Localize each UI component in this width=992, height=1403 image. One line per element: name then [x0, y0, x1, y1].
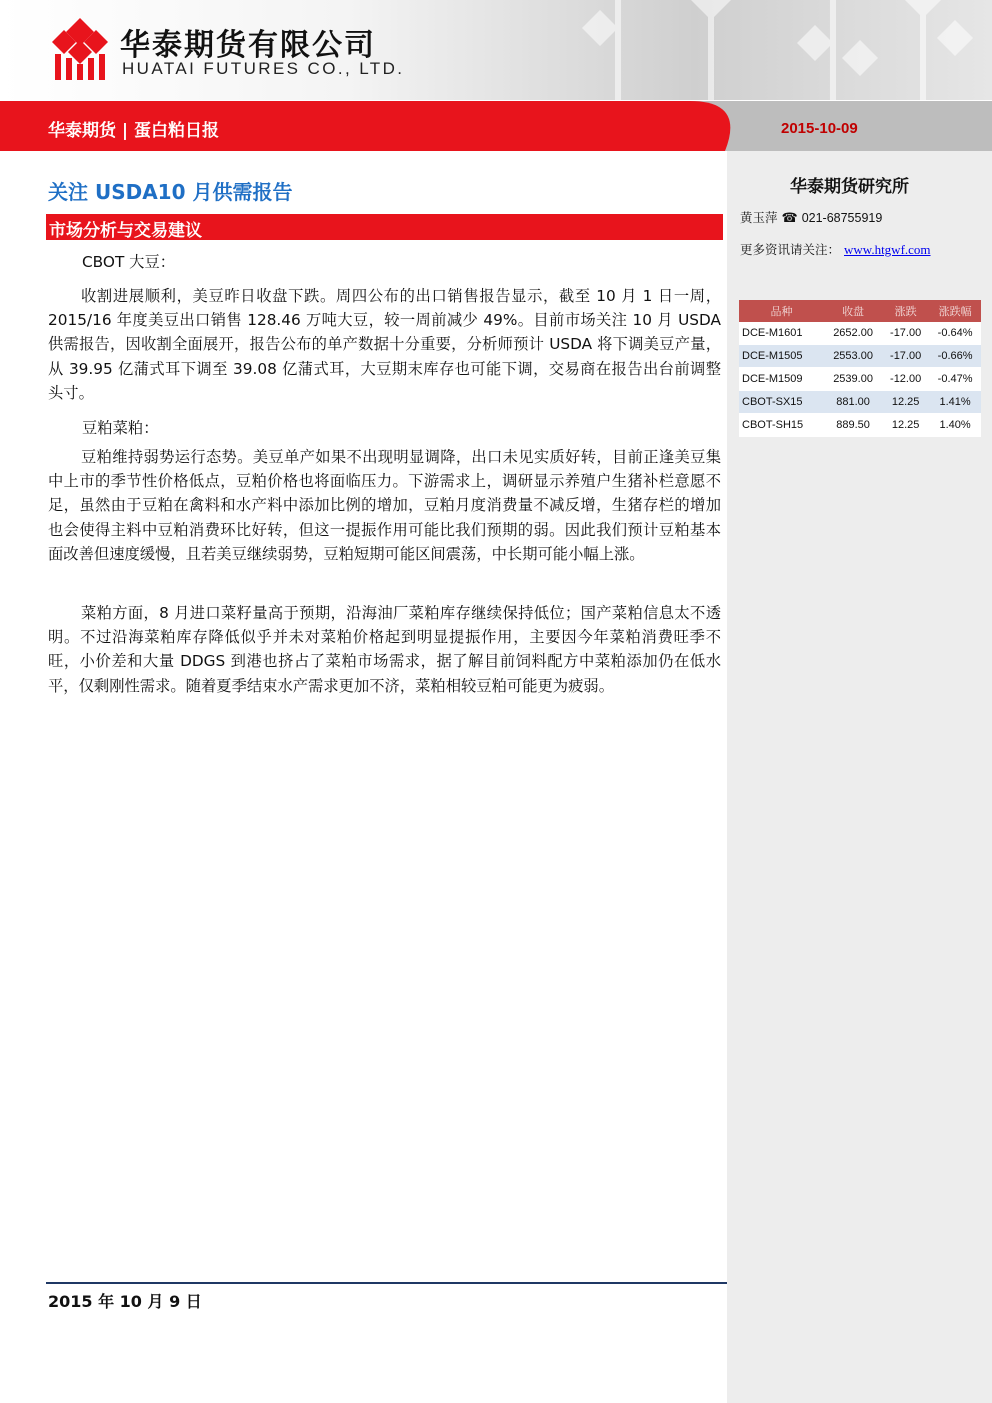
table-cell: 1.40% — [929, 414, 981, 437]
table-row — [739, 414, 981, 437]
table-cell: 12.25 — [882, 391, 929, 414]
table-cell: CBOT-SH15 — [739, 414, 824, 437]
company-name-cn: 华泰期货有限公司 — [120, 28, 376, 63]
report-series-title: 华泰期货 | 蛋白粕日报 — [48, 121, 220, 141]
footer-date: 2015 年 10 月 9 日 — [48, 1292, 202, 1311]
table-cell: 2553.00 — [824, 345, 882, 368]
subheading-meal: 豆粕菜粕： — [82, 419, 159, 437]
table-header: 涨跌 — [882, 300, 929, 322]
subheading-cbot-soybean: CBOT 大豆： — [82, 253, 176, 271]
decorative-pattern — [560, 0, 992, 100]
report-title: 关注 USDA10 月供需报告 — [48, 180, 293, 204]
table-header: 涨跌幅 — [929, 300, 981, 322]
page-header — [0, 0, 992, 100]
table-cell: 2652.00 — [824, 322, 882, 345]
table-cell: DCE-M1509 — [739, 368, 824, 391]
table-cell: 2539.00 — [824, 368, 882, 391]
report-date: 2015-10-09 — [781, 120, 858, 137]
table-header-row — [739, 300, 981, 322]
company-name-en: HUATAI FUTURES CO., LTD. — [122, 59, 405, 78]
paragraph-text: 收割进展顺利，美豆昨日收盘下跌。周四公布的出口销售报告显示，截至 10 月 1 日一周，2015/16 年度美豆出口销售 128.46 万吨大豆，较一周前减少 49%。目前市场关注 10 月 USDA 供需报告，因收割全面展开，报告公布的单产数据十分重要，分析师预计 USDA 将下调美豆产量，从 39.95 亿蒲式耳下调至 39.08 亿蒲式耳，大豆期末库存也可能下调，交易商在报告出台前调整头寸。 — [48, 287, 721, 402]
section-heading: 市场分析与交易建议 — [49, 221, 202, 241]
table-cell: -0.64% — [929, 322, 981, 345]
huatai-logo-icon — [52, 18, 108, 80]
table-cell: DCE-M1505 — [739, 345, 824, 368]
table-cell: -0.66% — [929, 345, 981, 368]
table-cell: -12.00 — [882, 368, 929, 391]
table-cell: 881.00 — [824, 391, 882, 414]
analyst-contact — [740, 208, 882, 226]
table-cell: -17.00 — [882, 345, 929, 368]
website-link[interactable]: www.htgwf.com — [844, 242, 931, 257]
table-row — [739, 368, 981, 391]
paragraph-text: 菜粕方面，8 月进口菜籽量高于预期，沿海油厂菜粕库存继续保持低位；国产菜粕信息太不透明。不过沿海菜粕库存降低似乎并未对菜粕价格起到明显提振作用，主要因今年菜粕消费旺季不旺，小价差和大量 DDGS 到港也挤占了菜粕市场需求，据了解目前饲料配方中菜粕添加仍在低水平，仅剩刚性需求。随着夏季结束水产需求更加不济，菜粕相较豆粕可能更为疲弱。 — [48, 604, 721, 695]
more-info — [740, 240, 931, 258]
more-info-label: 更多资讯请关注： — [740, 242, 841, 257]
paragraph-rapeseed-meal — [48, 601, 721, 698]
table-header: 品种 — [739, 300, 824, 322]
quote-table — [739, 300, 981, 437]
analyst-name: 黄玉萍 — [740, 210, 778, 225]
table-cell: CBOT-SX15 — [739, 391, 824, 414]
table-row — [739, 322, 981, 345]
paragraph-cbot — [48, 284, 721, 405]
paragraph-text: 豆粕维持弱势运行态势。美豆单产如果不出现明显调降，出口未见实质好转，目前正逢美豆集中上市的季节性价格低点，豆粕价格也将面临压力。下游需求上，调研显示养殖户生猪补栏意愿不足，虽然由于豆粕在禽料和水产料中添加比例的增加，豆粕月度消费量不减反增，生猪存栏的增加也会使得主料中豆粕消费环比好转，但这一提振作用可能比我们预期的弱。因此我们预计豆粕基本面改善但速度缓慢，且若美豆继续弱势，豆粕短期可能区间震荡，中长期可能小幅上涨。 — [48, 448, 721, 563]
table-row — [739, 391, 981, 414]
table-cell: DCE-M1601 — [739, 322, 824, 345]
table-cell: 12.25 — [882, 414, 929, 437]
table-cell: 889.50 — [824, 414, 882, 437]
table-cell: 1.41% — [929, 391, 981, 414]
footer-divider — [46, 1282, 727, 1284]
table-row — [739, 345, 981, 368]
phone-icon: ☎ — [781, 211, 798, 226]
table-cell: -0.47% — [929, 368, 981, 391]
table-header: 收盘 — [824, 300, 882, 322]
sidebar-title: 华泰期货研究所 — [790, 177, 909, 197]
paragraph-soymeal — [48, 445, 721, 566]
table-cell: -17.00 — [882, 322, 929, 345]
analyst-phone: 021-68755919 — [801, 211, 883, 225]
